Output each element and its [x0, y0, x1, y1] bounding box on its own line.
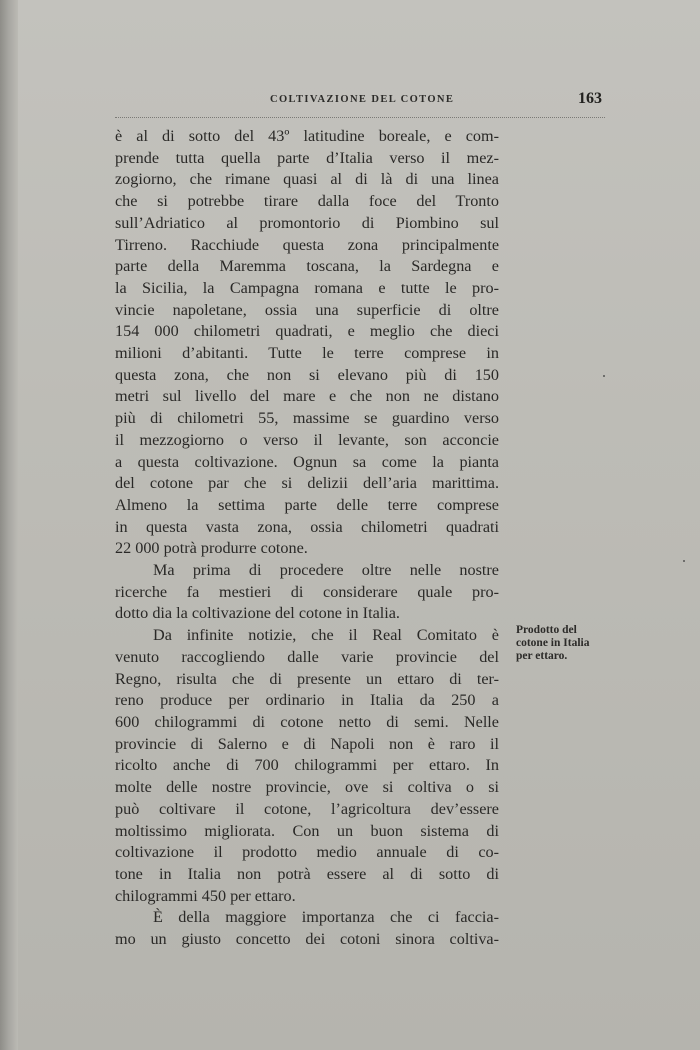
- text-line: coltivazione il prodotto medio annuale di co-: [115, 843, 499, 862]
- marginal-note-line: cotone in Italia: [516, 637, 590, 649]
- text-line: metri sul livello del mare e che non ne distano: [115, 387, 499, 406]
- text-line: può coltivare il cotone, l’agricoltura dev’essere: [115, 799, 499, 818]
- text-line: reno produce per ordinario in Italia da 250 a: [115, 691, 499, 710]
- header-rule: [115, 117, 605, 118]
- text-line: sull’Adriatico al promontorio di Piombino sul: [115, 213, 499, 232]
- text-line: 154 000 chilometri quadrati, e meglio che dieci: [115, 322, 499, 341]
- text-line: prende tutta quella parte d’Italia verso il mez-: [115, 148, 499, 167]
- text-line: chilogrammi 450 per ettaro.: [115, 886, 296, 905]
- text-line: venuto raccogliendo dalle varie provincie del: [115, 647, 499, 666]
- marginal-note-line: per ettaro.: [516, 650, 568, 662]
- text-line: zogiorno, che rimane quasi al di là di una linea: [115, 170, 499, 189]
- text-line: dotto dia la coltivazione del cotone in Italia.: [115, 604, 400, 623]
- text-line: questa zona, che non si elevano più di 150: [115, 365, 499, 384]
- paper-speck: [603, 375, 605, 377]
- text-line: provincie di Salerno e di Napoli non è raro il: [115, 734, 499, 753]
- text-line: Da infinite notizie, che il Real Comitato è: [153, 626, 499, 645]
- text-line: tone in Italia non potrà essere al di sotto di: [115, 864, 499, 883]
- running-title: COLTIVAZIONE DEL COTONE: [270, 94, 455, 105]
- text-line: del cotone par che si delizii dell’aria marittima.: [115, 474, 499, 493]
- text-line: 22 000 potrà produrre cotone.: [115, 539, 308, 558]
- text-line: il mezzogiorno o verso il levante, son acconcie: [115, 430, 499, 449]
- text-line: è al di sotto del 43º latitudine boreale, e com-: [115, 127, 499, 145]
- text-line: che si potrebbe tirare dalla foce del Tronto: [115, 192, 499, 211]
- text-line: ricolto anche di 700 chilogrammi per ettaro. In: [115, 756, 499, 775]
- text-line: ricerche fa mestieri di considerare quale pro-: [115, 582, 499, 601]
- text-line: Tirreno. Racchiude questa zona principalmente: [115, 235, 499, 254]
- text-line: Regno, risulta che di presente un ettaro di ter-: [115, 669, 499, 688]
- text-line: Ma prima di procedere oltre nelle nostre: [153, 561, 499, 580]
- book-gutter: [0, 0, 18, 1050]
- text-line: parte della Maremma toscana, la Sardegna e: [115, 257, 499, 276]
- text-line: più di chilometri 55, massime se guardino verso: [115, 409, 499, 428]
- paper-speck: [683, 560, 685, 562]
- text-line: mo un giusto concetto dei cotoni sinora coltiva-: [115, 930, 499, 949]
- page-number: 163: [578, 90, 602, 107]
- text-line: la Sicilia, la Campagna romana e tutte le pro-: [115, 278, 499, 297]
- text-line: Almeno la settima parte delle terre comprese: [115, 495, 499, 514]
- marginal-note: [516, 624, 626, 663]
- body-text: [115, 126, 499, 951]
- marginal-note-line: Prodotto del: [516, 624, 577, 636]
- page-header: [115, 90, 605, 112]
- text-line: milioni d’abitanti. Tutte le terre comprese in: [115, 344, 499, 363]
- text-line: 600 chilogrammi di cotone netto di semi. Nelle: [115, 712, 499, 731]
- text-line: molte delle nostre provincie, ove si coltiva o si: [115, 778, 499, 797]
- text-line: moltissimo migliorata. Con un buon sistema di: [115, 821, 499, 840]
- text-line: vincie napoletane, ossia una superficie di oltre: [115, 300, 499, 319]
- text-line: a questa coltivazione. Ognun sa come la pianta: [115, 452, 499, 471]
- text-line: in questa vasta zona, ossia chilometri quadrati: [115, 517, 499, 536]
- text-line: È della maggiore importanza che ci faccia-: [153, 908, 499, 927]
